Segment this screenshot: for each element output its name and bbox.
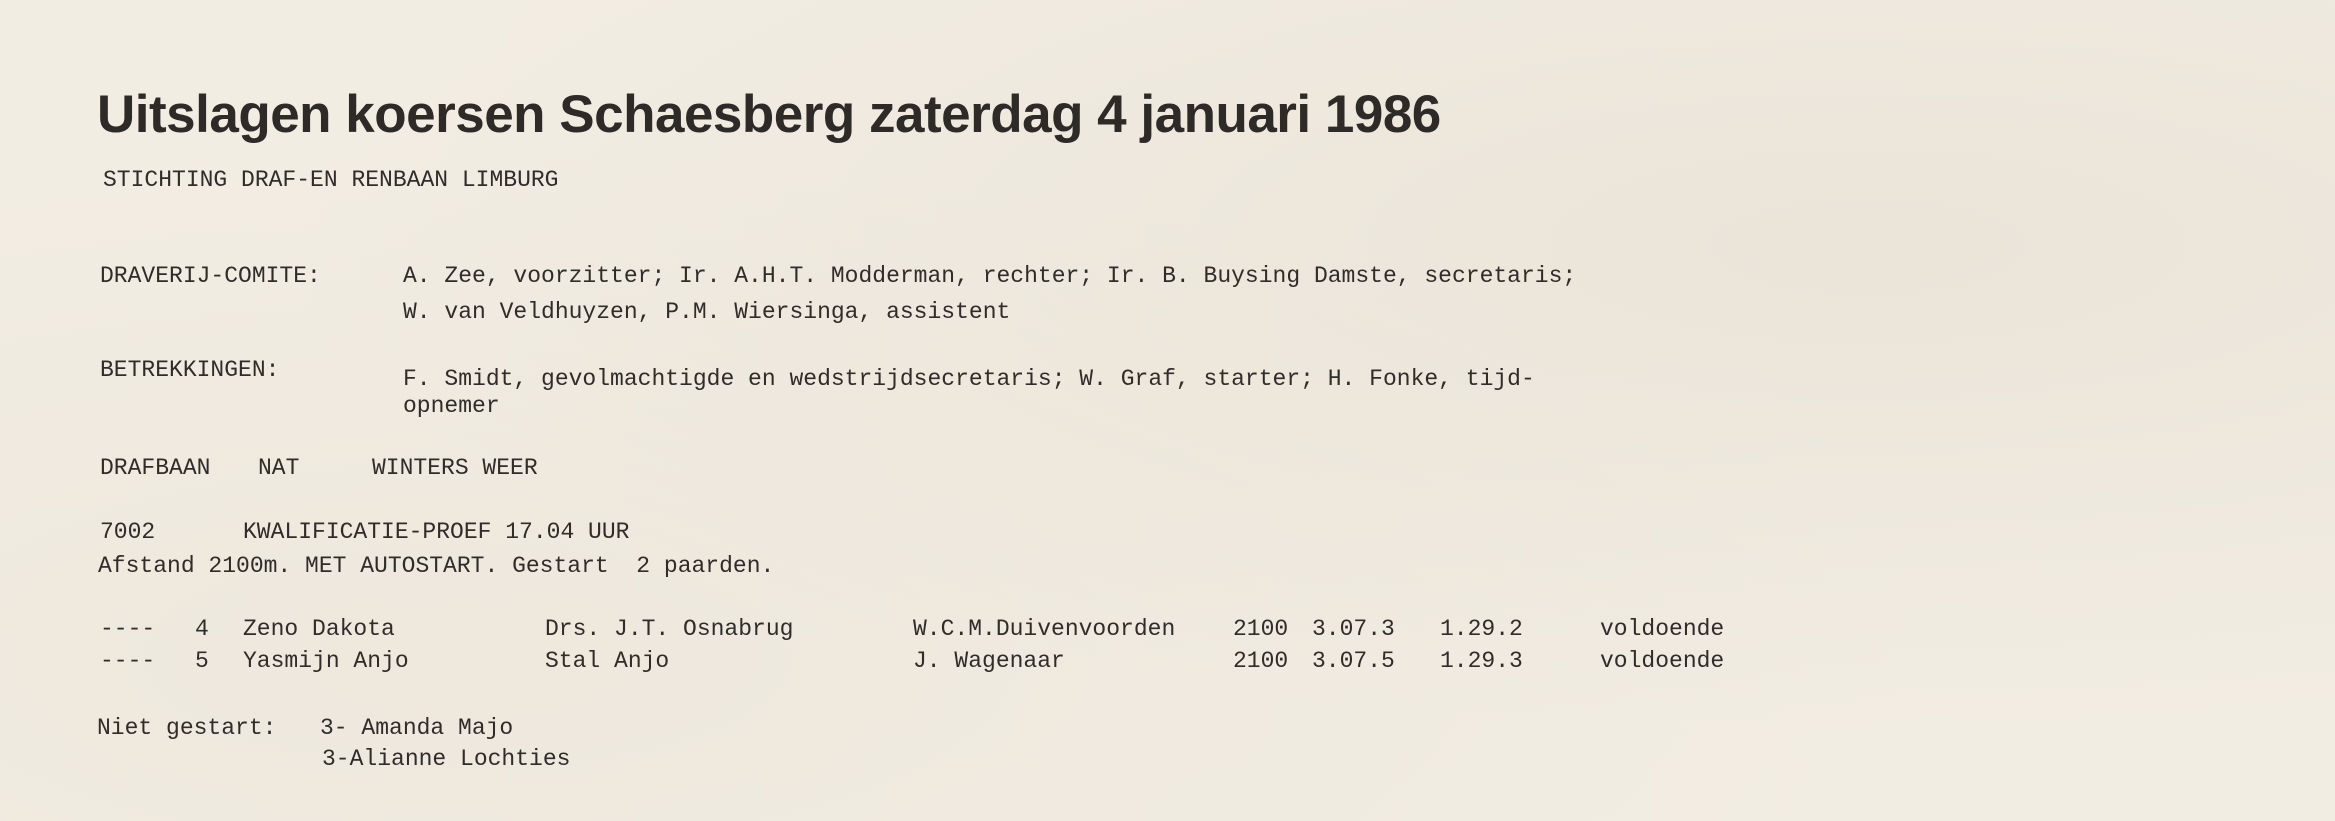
result-owner: Stal Anjo	[545, 648, 670, 674]
not-started-entry: 3-Alianne Lochties	[322, 746, 571, 772]
table-row	[0, 616, 2335, 648]
result-verdict: voldoende	[1600, 648, 1725, 674]
result-owner: Drs. J.T. Osnabrug	[545, 616, 794, 642]
track-weather: WINTERS WEER	[372, 455, 538, 481]
result-place: ----	[100, 648, 156, 674]
result-number: 5	[195, 648, 209, 674]
race-name: KWALIFICATIE-PROEF 17.04 UUR	[243, 519, 630, 545]
result-time: 3.07.3	[1312, 616, 1395, 642]
result-km-time: 1.29.3	[1440, 648, 1523, 674]
result-time: 3.07.5	[1312, 648, 1395, 674]
race-details: Afstand 2100m. MET AUTOSTART. Gestart 2 paarden.	[98, 553, 775, 579]
comite-line-1: A. Zee, voorzitter; Ir. A.H.T. Modderman, rechter; Ir. B. Buysing Damste, secretaris;	[403, 263, 1577, 289]
result-distance: 2100	[1233, 648, 1289, 674]
result-km-time: 1.29.2	[1440, 616, 1523, 642]
result-driver: W.C.M.Duivenvoorden	[913, 616, 1176, 642]
betrekkingen-line-1: F. Smidt, gevolmachtigde en wedstrijdsecretaris; W. Graf, starter; H. Fonke, tijd-	[403, 366, 1535, 392]
track-label: DRAFBAAN	[100, 455, 211, 481]
race-number: 7002	[100, 519, 156, 545]
betrekkingen-label: BETREKKINGEN:	[100, 357, 280, 383]
result-place: ----	[100, 616, 156, 642]
organization-name: STICHTING DRAF-EN RENBAAN LIMBURG	[103, 167, 559, 193]
betrekkingen-line-2: opnemer	[403, 393, 500, 419]
comite-label: DRAVERIJ-COMITE:	[100, 263, 321, 289]
table-row	[0, 648, 2335, 680]
result-verdict: voldoende	[1600, 616, 1725, 642]
not-started-label: Niet gestart:	[97, 715, 277, 741]
track-condition: NAT	[258, 455, 300, 481]
result-driver: J. Wagenaar	[913, 648, 1065, 674]
result-horse: Zeno Dakota	[243, 616, 395, 642]
result-horse: Yasmijn Anjo	[243, 648, 409, 674]
comite-line-2: W. van Veldhuyzen, P.M. Wiersinga, assistent	[403, 299, 1011, 325]
result-number: 4	[195, 616, 209, 642]
not-started-entry: 3- Amanda Majo	[320, 715, 514, 741]
result-distance: 2100	[1233, 616, 1289, 642]
page-title: Uitslagen koersen Schaesberg zaterdag 4 januari 1986	[97, 85, 1441, 144]
